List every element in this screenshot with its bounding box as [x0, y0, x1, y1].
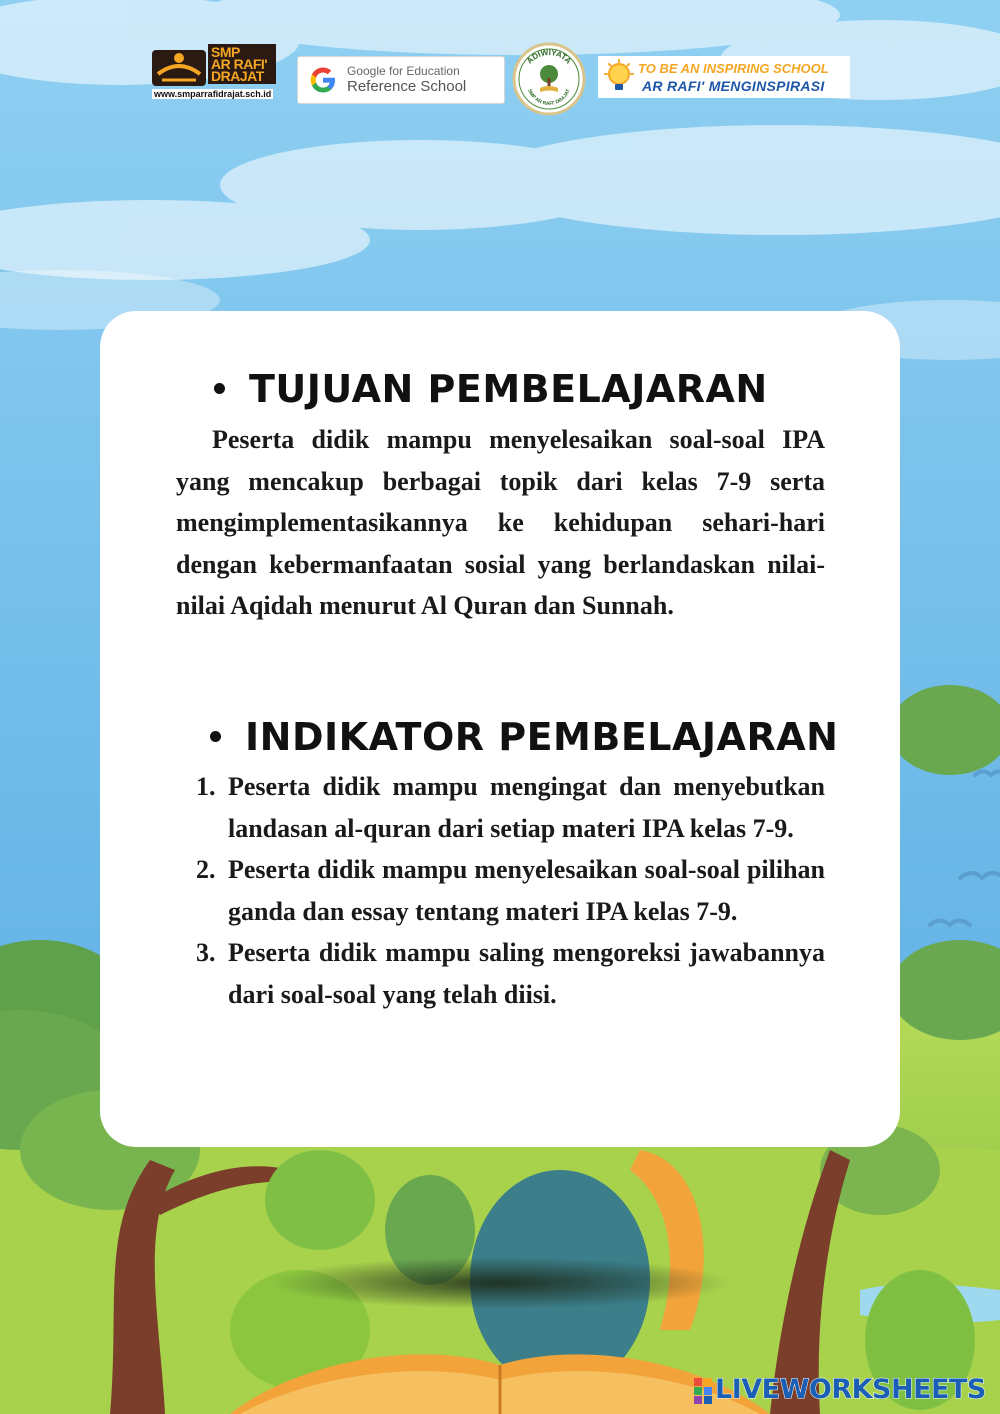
list-item	[196, 766, 825, 849]
tree-icon	[540, 65, 558, 92]
google-reference-badge	[297, 56, 505, 104]
indikator-heading-text: INDIKATOR PEMBELAJARAN	[245, 715, 839, 759]
adiwiyata-arc-bottom: SMP AR RAFI' DRAJAT	[526, 88, 572, 108]
list-item-number: 2.	[196, 855, 216, 884]
content-card	[100, 311, 900, 1147]
school-logo-line3: DRAJAT	[211, 68, 264, 84]
inspiring-line1: TO BE AN INSPIRING SCHOOL	[638, 61, 829, 76]
school-logo	[150, 44, 278, 100]
adiwiyata-seal	[512, 42, 586, 116]
tujuan-heading-text: TUJUAN PEMBELAJARAN	[249, 367, 768, 411]
tujuan-paragraph: Peserta didik mampu menyelesaikan soal-soal IPA yang mencakup berbagai topik dari kelas 7-9 serta mengimplementasikannya ke kehidupan sehari-hari dengan kebermanfaatan sosial yang berlandaskan nilai-nilai Aqidah menurut Al Quran dan Sunnah.	[176, 425, 825, 620]
google-badge-line2: Reference School	[347, 78, 467, 95]
google-g-icon	[308, 65, 338, 95]
adiwiyata-arc-top: ADIWIYATA	[524, 47, 574, 66]
list-item-text: Peserta didik mampu menyelesaikan soal-soal pilihan ganda dan essay tentang materi IPA kelas 7-9.	[228, 855, 825, 926]
list-item-number: 1.	[196, 772, 216, 801]
lightbulb-icon	[602, 59, 636, 95]
liveworksheets-logo-icon	[694, 1378, 712, 1404]
list-item-number: 3.	[196, 938, 216, 967]
tujuan-heading	[214, 369, 768, 409]
school-emblem-icon	[150, 44, 208, 88]
indikator-heading	[210, 717, 838, 757]
school-logo-line1: SMP	[211, 44, 240, 60]
list-item-text: Peserta didik mampu mengingat dan menyebutkan landasan al-quran dari setiap materi IPA kelas 7-9.	[228, 772, 825, 843]
google-badge-line1: Google for Education	[347, 64, 460, 78]
list-item	[196, 849, 825, 932]
liveworksheets-watermark	[690, 1372, 990, 1410]
school-url: www.smparrafidrajat.sch.id	[154, 89, 272, 99]
list-item	[196, 932, 825, 1015]
bullet-icon	[214, 383, 225, 394]
indikator-list	[196, 766, 825, 1015]
inspiring-line2: AR RAFI' MENGINSPIRASI	[642, 78, 825, 94]
bullet-icon	[210, 731, 221, 742]
list-item-text: Peserta didik mampu saling mengoreksi jawabannya dari soal-soal yang telah diisi.	[228, 938, 825, 1009]
school-logo-line2: AR RAFI'	[211, 56, 268, 72]
liveworksheets-brand: LIVEWORKSHEETS	[715, 1374, 986, 1405]
inspiring-school-banner	[598, 56, 850, 98]
header-logos	[0, 0, 1000, 120]
